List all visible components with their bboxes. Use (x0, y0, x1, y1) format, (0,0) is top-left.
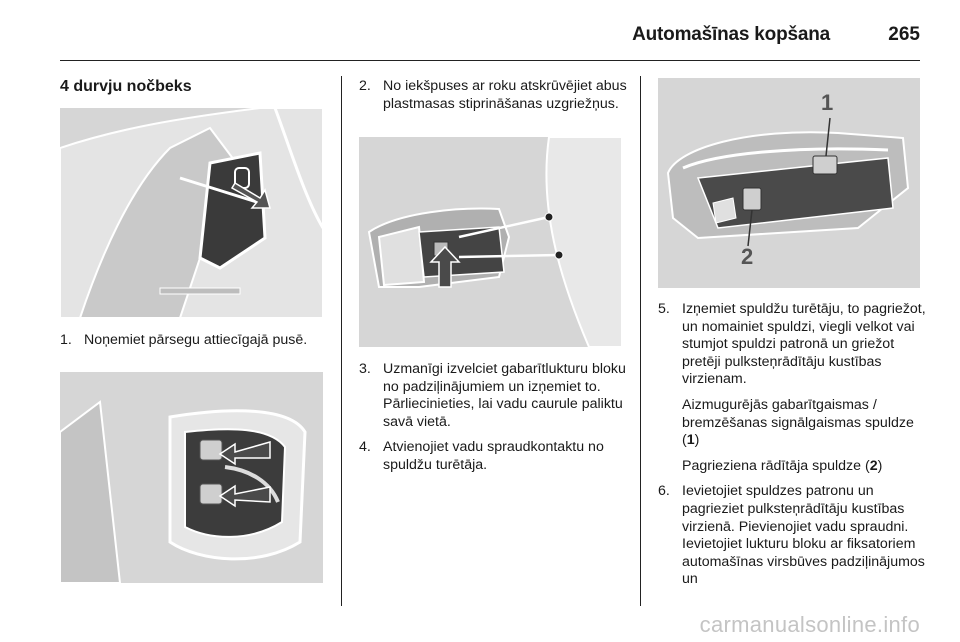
callout-2: 2 (741, 244, 754, 269)
steps-5-6-block (658, 301, 926, 597)
step-5-note-rear-lights (682, 397, 926, 450)
trunk-cover-illustration (60, 108, 323, 318)
step-item (359, 78, 629, 113)
turn-signal-ref: 2 (869, 457, 878, 474)
step-number: 1. (60, 332, 72, 348)
section-heading: 4 durvju nočbeks (60, 78, 192, 95)
taillight-unit-illustration (359, 137, 622, 347)
step-number: 6. (658, 483, 670, 500)
steps-3-4-block (359, 361, 629, 483)
step-text: Noņemiet pārsegu attiecīgajā pusē. (84, 332, 308, 348)
step-item (658, 301, 926, 389)
watermark[interactable]: carmanualsonline.info (699, 612, 920, 637)
step-item (359, 361, 629, 431)
step-item (359, 439, 629, 474)
step-5-note-turn-signal (682, 458, 926, 476)
step-text: No iekšpuses ar roku atskrūvējiet abus plastmasas stiprināšanas uzgriežņus. (383, 78, 627, 112)
turn-signal-text: Pagrieziena rādītāja spuldze ( (682, 457, 870, 474)
page-number: 265 (888, 24, 920, 45)
figure-connectors (60, 372, 323, 583)
step-2-block (359, 78, 629, 121)
callout-1: 1 (821, 90, 834, 115)
step-number: 2. (359, 78, 371, 94)
step-text: Uzmanīgi izvelciet gabarītlukturu bloku no padziļinājumiem un izņemiet to. Pārliecinieties, lai vadu caurule paliktu savā vietā. (383, 361, 626, 430)
rear-lights-text: Aizmugurējās gabarītgaismas / bremzēšanas signālgaismas spuldze ( (682, 396, 914, 449)
step-number: 4. (359, 439, 371, 456)
connectors-illustration (60, 372, 323, 583)
step-number: 3. (359, 361, 371, 377)
step-text: Izņemiet spuldžu turētāju, to pagriežot, un nomainiet spuldzi, viegli velkot vai stumjot spuldzi patronā un griežot pretēji pulksteņrādītāju kustības virzienam. (682, 301, 926, 388)
column-divider-2 (640, 76, 641, 606)
step-number: 5. (658, 301, 670, 317)
step-text: Ievietojiet spuldzes patronu un pagrieziet pulksteņrādītāju kustības virzienā. Pievienojiet vadu spraudni. Ievietojiet lukturu bloku ar fiksatoriem automašīnas virsbūves padziļinājumos un (682, 483, 925, 588)
figure-bulb-holders (658, 78, 920, 288)
bulb-holders-illustration (658, 78, 920, 288)
step-item (658, 483, 926, 589)
rear-lights-ref: 1 (686, 432, 695, 449)
step-item (60, 332, 330, 350)
rear-lights-close: ) (694, 432, 700, 449)
turn-signal-close: ) (877, 457, 883, 474)
step-text: Atvienojiet vadu spraudkontaktu no spuldžu turētāja. (383, 439, 604, 473)
step-1-block (60, 332, 330, 358)
figure-trunk-cover (60, 108, 323, 318)
chapter-title: Automašīnas kopšana (632, 24, 830, 45)
column-divider-1 (341, 76, 342, 606)
page-header (60, 14, 920, 61)
figure-taillight-unit (359, 137, 622, 347)
